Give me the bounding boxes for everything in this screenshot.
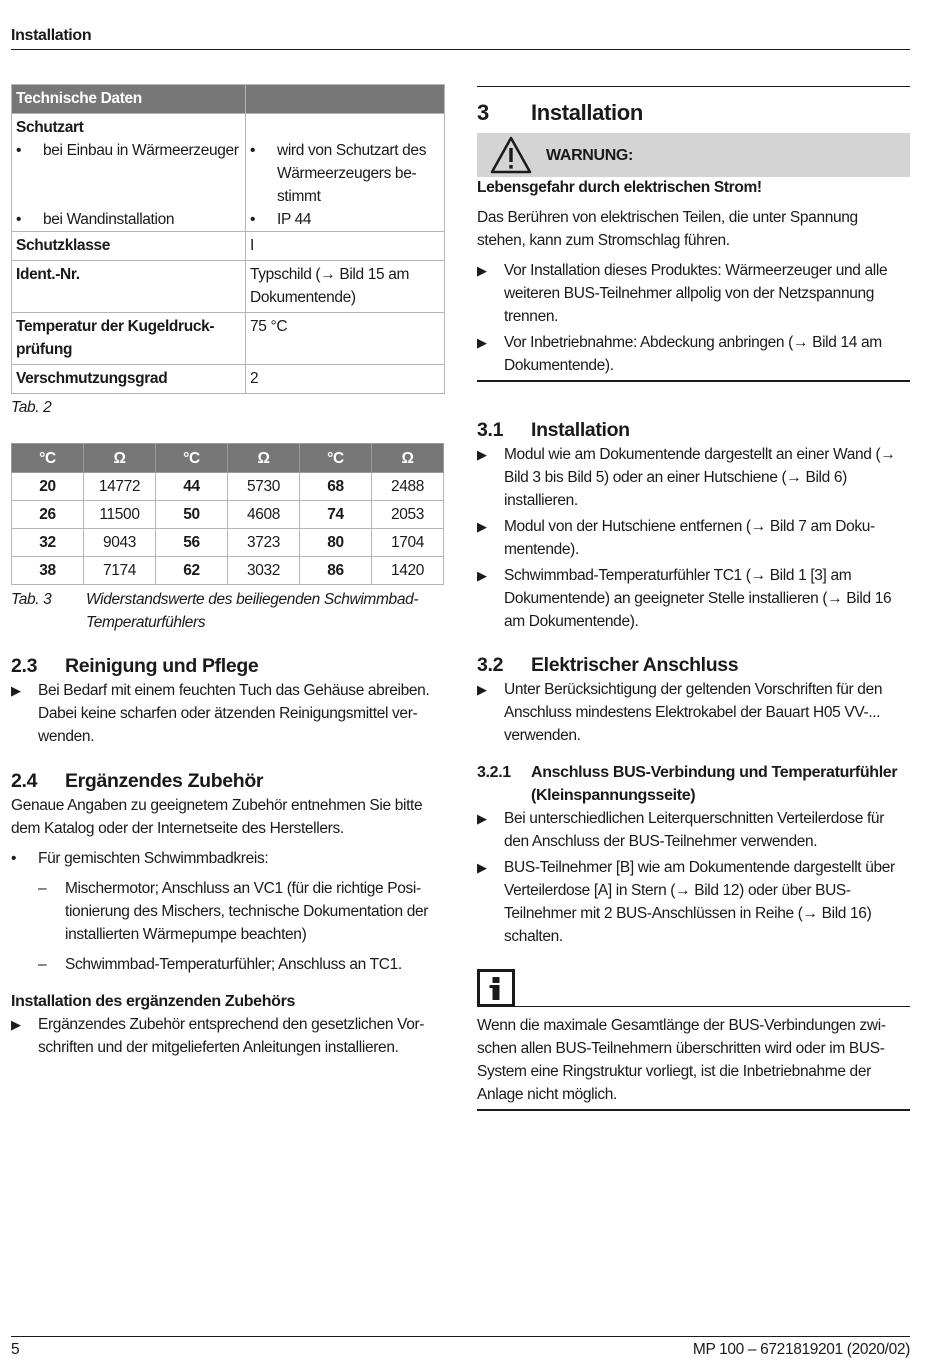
res-cell: 11500 [84,501,156,529]
tech-table-heading: Technische Daten [12,85,246,114]
bullet: • [11,850,17,867]
page-number: 5 [11,1341,20,1358]
bullet: • [16,142,22,159]
einbau-label: bei Einbau in Wärmeerzeuger [43,142,239,159]
section-number: 2.3 [11,655,38,677]
warning-text: Das Berühren von elektrischen Teilen, die unter Spannung stehen, kann zum Stromschlag führen. [477,209,858,249]
section-title: Installation [531,100,643,125]
list-item [11,1013,444,1059]
res-cell: 3723 [228,529,300,557]
res-header: °C [156,444,228,473]
list-item [477,443,910,512]
list-item-text: Schwimmbad-Temperaturfühler TC1 (→ Bild 1 [3] am Dokumentende) an geeigneter Stelle installieren (→ Bild 16 am Dokumentende). [504,567,892,630]
list-item-text: Vor Inbetriebnahme: Abdeckung anbringen (→ Bild 14 am Dokumentende). [504,334,882,374]
info-header [477,969,910,1007]
res-cell: 74 [300,501,372,529]
res-header: °C [300,444,372,473]
pollution-label: Verschmutzungsgrad [12,365,246,394]
action-marker: ▶ [11,683,21,698]
section-number: 3 [477,100,489,125]
res-cell: 26 [12,501,84,529]
res-cell: 9043 [84,529,156,557]
tech-table-heading-empty [246,85,445,114]
list-item-text: Modul wie am Dokumentende dargestellt an einer Wand (→ Bild 3 bis Bild 5) oder an einer Hutschiene (→ Bild 6) installieren. [504,446,896,509]
res-cell: 50 [156,501,228,529]
info-icon [477,969,515,1007]
section-heading-3-2 [477,652,910,678]
res-cell: 68 [300,473,372,501]
list-item [477,515,910,561]
warning-triangle-icon [490,136,532,174]
section-number: 3.2.1 [477,764,511,781]
right-column [477,86,910,1111]
res-cell: 44 [156,473,228,501]
bullet: • [16,211,22,228]
list-item [11,847,444,870]
table-row [12,473,444,501]
section-heading-2-4 [11,768,444,794]
accessory-intro: Genaue Angaben zu geeignetem Zubehör entnehmen Sie bitte dem Katalog oder der Internetseite des Herstellers. [11,797,423,837]
pollution-value: 2 [246,365,445,394]
list-item-text: Für gemischten Schwimmbadkreis: [38,850,269,867]
res-cell: 2488 [372,473,444,501]
res-cell: 14772 [84,473,156,501]
section-heading-3 [477,99,910,127]
res-cell: 80 [300,529,372,557]
res-header: Ω [228,444,300,473]
table-row [12,557,444,585]
left-column [11,84,444,1059]
page-header-title: Installation [11,27,92,44]
action-marker: ▶ [477,811,487,826]
wand-label: bei Wandinstallation [43,211,175,228]
action-marker: ▶ [11,1017,21,1032]
res-cell: 38 [12,557,84,585]
document-id: MP 100 – 6721819201 (2020/02) [692,1341,910,1358]
caption-number: Tab. 3 [11,591,52,608]
list-item [477,807,910,853]
section-rule [477,86,910,87]
res-cell: 86 [300,557,372,585]
res-header: Ω [372,444,444,473]
list-item [477,564,910,633]
caption-text: Widerstandswerte des beiliegenden Schwimmbad-Temperaturfühlers [86,591,419,631]
table-caption-3 [11,588,444,634]
list-item [477,856,910,948]
section-number: 3.2 [477,654,504,676]
res-cell: 56 [156,529,228,557]
list-item-text: Bei unterschiedlichen Leiterquerschnitten Verteilerdose für den Anschluss der BUS-Teilnehmer verwenden. [504,810,885,850]
res-cell: 7174 [84,557,156,585]
warning-end-rule [477,380,910,382]
res-cell: 2053 [372,501,444,529]
ident-label: Ident.-Nr. [12,261,246,313]
list-item [477,678,910,747]
info-rule [515,1006,910,1007]
list-item [11,877,444,946]
schutzklasse-value: I [246,232,445,261]
section-heading-2-3 [11,653,444,679]
res-cell: 20 [12,473,84,501]
section-heading-3-1 [477,417,910,443]
einbau-value: wird von Schutzart des Wärmeerzeugers be-stimmt [277,142,427,205]
wand-value: IP 44 [277,211,312,228]
res-cell: 1704 [372,529,444,557]
section-number: 2.4 [11,770,38,792]
list-item-text: Bei Bedarf mit einem feuchten Tuch das Gehäuse abreiben. Dabei keine scharfen oder ätzenden Reinigungsmittel ver-wenden. [38,682,430,745]
table-caption-2: Tab. 2 [11,399,52,416]
list-item-text: Vor Installation dieses Produktes: Wärmeerzeuger und alle weiteren BUS-Teilnehmer allpolig von der Netzspannung trennen. [504,262,888,325]
header-rule [11,49,910,50]
section-title: Reinigung und Pflege [65,655,259,677]
list-item-text: Modul von der Hutschiene entfernen (→ Bild 7 am Doku-mentende). [504,518,875,558]
res-cell: 4608 [228,501,300,529]
res-cell: 1420 [372,557,444,585]
action-marker: ▶ [477,335,487,350]
action-marker: ▶ [477,682,487,697]
ident-value: Typschild (→ Bild 15 am Dokumentende) [246,261,445,313]
action-marker: ▶ [477,568,487,583]
bullet: • [250,211,256,228]
list-item-text: Unter Berücksichtigung der geltenden Vorschriften für den Anschluss mindestens Elektrokabel der Bauart H05 VV-... verwenden. [504,681,883,744]
res-header: Ω [84,444,156,473]
section-number: 3.1 [477,419,504,441]
info-text: Wenn die maximale Gesamtlänge der BUS-Verbindungen zwi-schen allen BUS-Teilnehmern überschritten wird oder im BUS-System eine Ringstruktur vorliegt, ist die Inbetriebnahme der Anlage nicht möglich. [477,1017,886,1103]
schutzklasse-label: Schutzklasse [12,232,246,261]
res-cell: 32 [12,529,84,557]
subheading-accessory-install: Installation des ergänzenden Zubehörs [11,993,295,1010]
action-marker: ▶ [477,263,487,278]
list-item [11,953,444,976]
section-title: Ergänzendes Zubehör [65,770,264,792]
section-heading-3-2-1 [477,761,910,807]
section-title: Elektrischer Anschluss [531,654,739,676]
info-end-rule [477,1109,910,1111]
res-header: °C [12,444,84,473]
res-cell: 3032 [228,557,300,585]
list-item-text: Ergänzendes Zubehör entsprechend den gesetzlichen Vor-schriften und der mitgelieferten Anleitungen installieren. [38,1016,425,1056]
res-cell: 5730 [228,473,300,501]
action-marker: ▶ [477,447,487,462]
warning-label: WARNUNG: [546,146,633,164]
dash: – [38,956,47,973]
res-cell: 62 [156,557,228,585]
section-title: Installation [531,419,630,441]
bullet: • [250,142,256,159]
list-item [11,679,444,748]
list-item [477,259,910,328]
schutzart-label: Schutzart [16,119,84,136]
action-marker: ▶ [477,519,487,534]
list-item [477,331,910,377]
resistance-table [11,443,444,585]
table-row [12,501,444,529]
list-item-text: Schwimmbad-Temperaturfühler; Anschluss an TC1. [65,956,402,973]
temperature-value: 75 °C [246,313,445,365]
action-marker: ▶ [477,860,487,875]
list-item-text: BUS-Teilnehmer [B] wie am Dokumentende dargestellt über Verteilerdose [A] in Stern (→ Bild 12) oder über BUS-Teilnehmer mit 2 BUS-Anschlüssen in Reihe (→ Bild 16) schalten. [504,859,895,945]
dash: – [38,880,47,897]
footer-rule [11,1336,910,1337]
section-title: Anschluss BUS-Verbindung und Temperaturfühler (Kleinspannungsseite) [531,764,898,804]
technical-data-table [11,84,445,394]
warning-title: Lebensgefahr durch elektrischen Strom! [477,179,762,196]
warning-box [477,133,910,177]
table-row [12,529,444,557]
list-item-text: Mischermotor; Anschluss an VC1 (für die richtige Posi-tionierung des Mischers, technische Dokumentation der installierten Wärmepumpe beachten) [65,880,429,943]
temperature-label: Temperatur der Kugeldruck-prüfung [12,313,246,365]
